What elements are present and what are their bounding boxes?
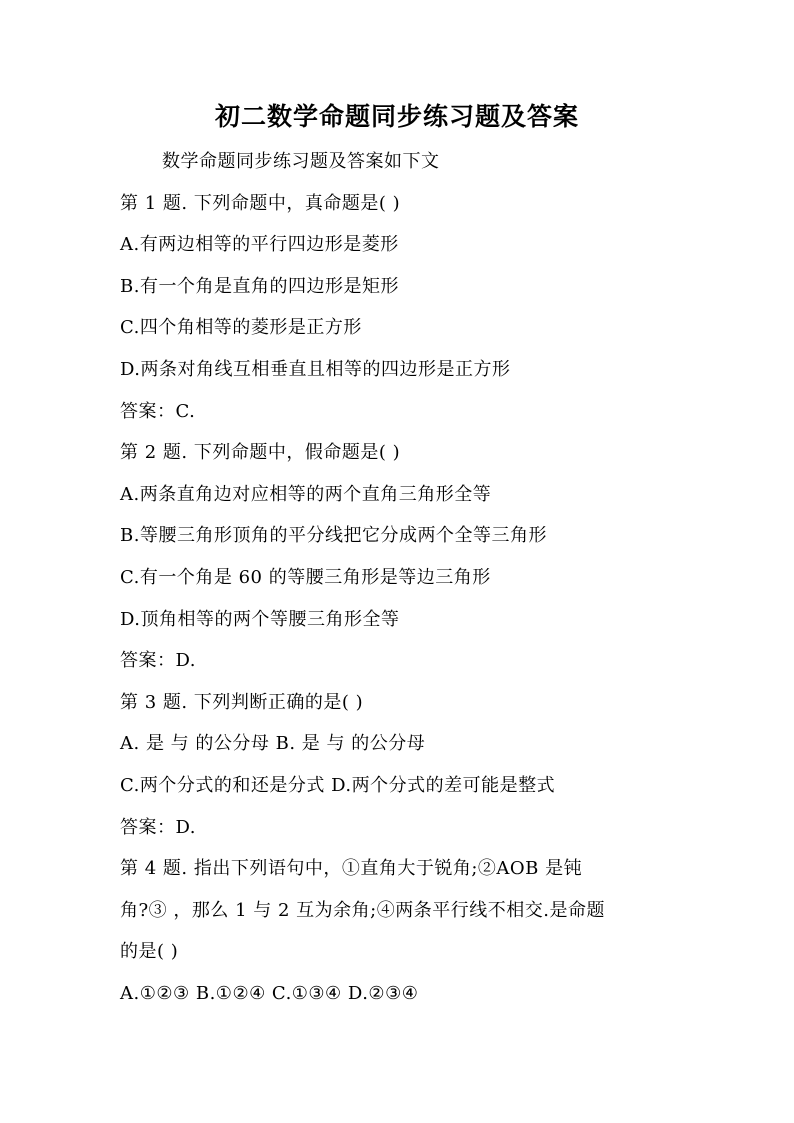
question-2-stem: 第 2 题. 下列命题中，假命题是( ) xyxy=(120,442,401,464)
question-1-option-b: B.有一个角是直角的四边形是矩形 xyxy=(120,275,399,297)
question-2-answer: 答案：D. xyxy=(120,650,197,672)
question-3-stem: 第 3 题. 下列判断正确的是( ) xyxy=(120,691,364,713)
intro-line: 数学命题同步练习题及答案如下文 xyxy=(162,151,440,172)
question-4-stem-line-1: 第 4 题. 指出下列语句中，①直角大于锐角;②AOB 是钝 xyxy=(120,858,583,880)
question-2-option-c: C.有一个角是 60 的等腰三角形是等边三角形 xyxy=(120,566,491,588)
question-4-stem-line-3: 的是( ) xyxy=(120,941,179,963)
question-2-option-d: D.顶角相等的两个等腰三角形全等 xyxy=(120,608,400,630)
question-4-stem-line-2: 角?③ ，那么 1 与 2 互为余角;④两条平行线不相交.是命题 xyxy=(120,899,605,921)
question-3-options-cd: C.两个分式的和还是分式 D.两个分式的差可能是整式 xyxy=(120,774,556,796)
question-1-option-c: C.四个角相等的菱形是正方形 xyxy=(120,317,362,339)
question-2-option-b: B.等腰三角形顶角的平分线把它分成两个全等三角形 xyxy=(120,525,547,547)
document-title: 初二数学命题同步练习题及答案 xyxy=(214,102,579,131)
question-3-answer: 答案：D. xyxy=(120,816,197,838)
question-4-options: A.①②③ B.①②④ C.①③④ D.②③④ xyxy=(120,982,419,1004)
question-2-option-a: A.两条直角边对应相等的两个直角三角形全等 xyxy=(120,483,492,505)
question-3-options-ab: A. 是 与 的公分母 B. 是 与 的公分母 xyxy=(120,733,426,755)
question-1-answer: 答案：C. xyxy=(120,400,196,422)
question-1-stem: 第 1 题. 下列命题中，真命题是( ) xyxy=(120,192,401,214)
question-1-option-d: D.两条对角线互相垂直且相等的四边形是正方形 xyxy=(120,358,511,380)
document-body xyxy=(120,141,720,1014)
question-1-option-a: A.有两边相等的平行四边形是菱形 xyxy=(120,234,399,256)
